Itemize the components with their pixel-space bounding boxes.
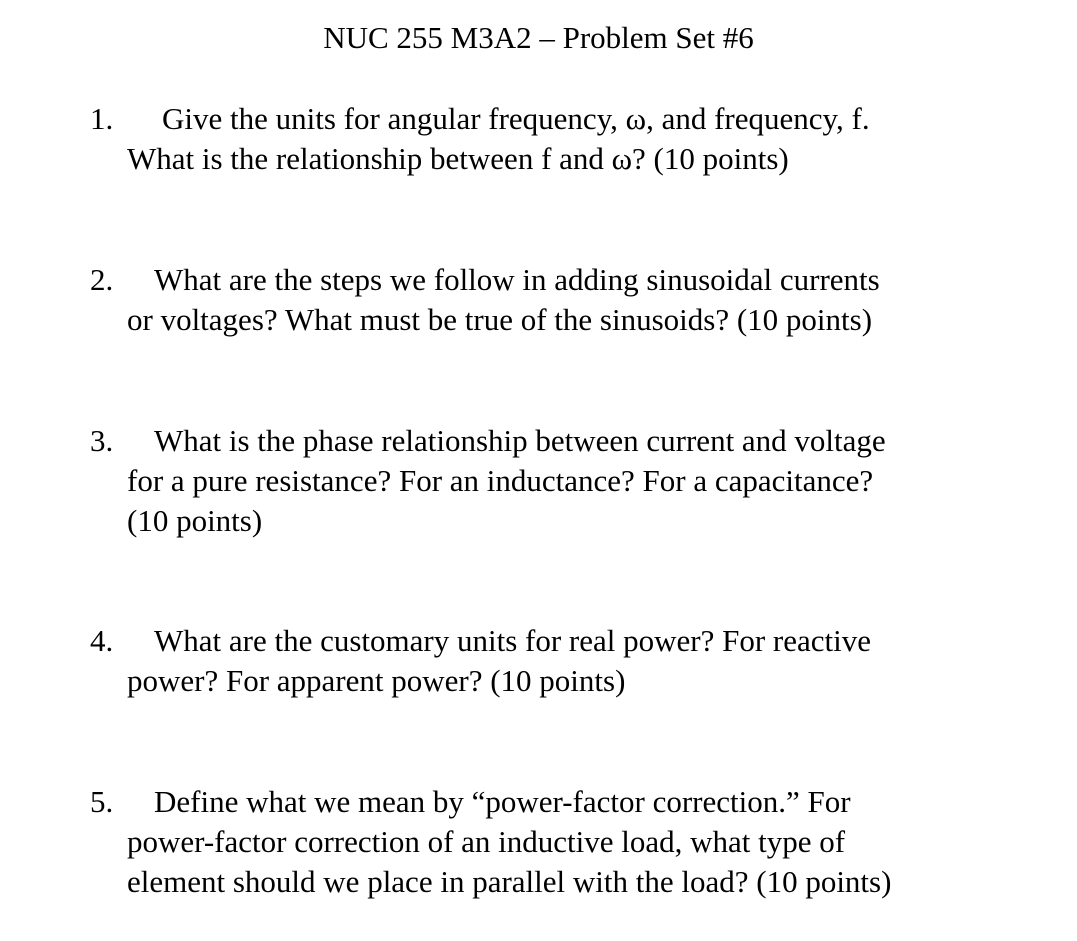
problem-text-line: or voltages? What must be true of the sinusoids? (10 points) <box>127 302 873 337</box>
problem-number: 3. <box>90 423 114 458</box>
problem-number: 5. <box>90 784 114 819</box>
page-title: NUC 255 M3A2 – Problem Set #6 <box>323 20 754 55</box>
problem-text-line: What are the customary units for real power? For reactive <box>154 623 871 658</box>
problem-number: 2. <box>90 262 114 297</box>
problem-text-line: Give the units for angular frequency, ω, and frequency, f. <box>162 101 870 136</box>
problem-number: 1. <box>90 101 114 136</box>
problem-text-line: What is the relationship between f and ω? (10 points) <box>127 141 789 176</box>
problem-number: 4. <box>90 623 114 658</box>
problem-text-line: for a pure resistance? For an inductance? For a capacitance? <box>127 463 874 498</box>
problem-text-line: What is the phase relationship between current and voltage <box>154 423 886 458</box>
problem-text-line: power? For apparent power? (10 points) <box>127 663 626 698</box>
problem-text-line: element should we place in parallel with the load? (10 points) <box>127 864 892 899</box>
problem-text-line: What are the steps we follow in adding sinusoidal currents <box>154 262 880 297</box>
problem-text-line: power-factor correction of an inductive load, what type of <box>127 824 846 859</box>
problem-text-line: Define what we mean by “power-factor correction.” For <box>154 784 851 819</box>
problem-text-line: (10 points) <box>127 503 263 538</box>
